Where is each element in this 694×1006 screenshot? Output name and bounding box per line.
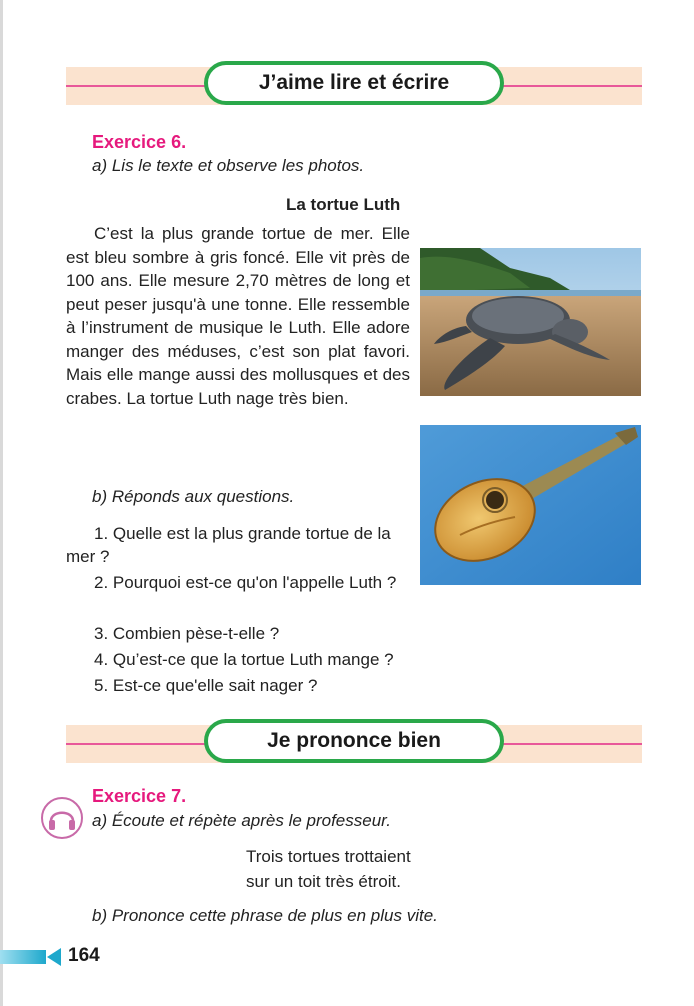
section-title-reading: J’aime lire et écrire bbox=[204, 61, 504, 105]
headphones-icon bbox=[40, 796, 84, 840]
exercise-7-instruction-b: b) Prononce cette phrase de plus en plus vite. bbox=[92, 906, 438, 925]
question-5: 5. Est-ce que'elle sait nager ? bbox=[94, 676, 318, 695]
page-number: 164 bbox=[68, 945, 100, 966]
question-2 bbox=[66, 571, 410, 594]
question-1-text: 1. Quelle est la plus grande tortue de la mer ? bbox=[66, 524, 391, 566]
question-3: 3. Combien pèse-t-elle ? bbox=[94, 624, 280, 643]
section-title-pronunciation: Je prononce bien bbox=[204, 719, 504, 763]
section-banner-pronunciation bbox=[66, 725, 642, 763]
verse-line-2: sur un toit très étroit. bbox=[246, 872, 401, 891]
verse-line-1: Trois tortues trottaient bbox=[246, 847, 411, 866]
turtle-photo bbox=[420, 248, 641, 396]
section-banner-reading bbox=[66, 67, 642, 105]
exercise-6-title: Exercice 6. bbox=[92, 132, 187, 152]
question-4: 4. Qu’est-ce que la tortue Luth mange ? bbox=[94, 650, 394, 669]
exercise-7-instruction-a: a) Écoute et répète après le professeur. bbox=[92, 811, 391, 830]
page-tab bbox=[0, 950, 46, 964]
lute-photo bbox=[420, 425, 641, 585]
question-1 bbox=[66, 522, 410, 568]
question-2-text: 2. Pourquoi est-ce qu'on l'appelle Luth ? bbox=[94, 573, 397, 592]
page-arrow-icon bbox=[47, 948, 61, 966]
story-text: C’est la plus grande tortue de mer. Elle est bleu sombre à gris foncé. Elle vit près de 100 ans. Elle mesure 2,70 mètres de long et peut peser jusqu'à une tonne. Elle ressemble à l’instrument de musique le Luth. Elle adore manger des méduses, c’est son plat favori. Mais elle mange aussi des mollusques et des crabes. La tortue Luth nage très bien. bbox=[66, 224, 410, 408]
story-title: La tortue Luth bbox=[286, 195, 401, 214]
exercise-6-instruction-b: b) Réponds aux questions. bbox=[92, 487, 295, 506]
exercise-6-instruction-a: a) Lis le texte et observe les photos. bbox=[92, 156, 365, 175]
exercise-7-title: Exercice 7. bbox=[92, 786, 187, 806]
page-edge bbox=[0, 0, 3, 1006]
